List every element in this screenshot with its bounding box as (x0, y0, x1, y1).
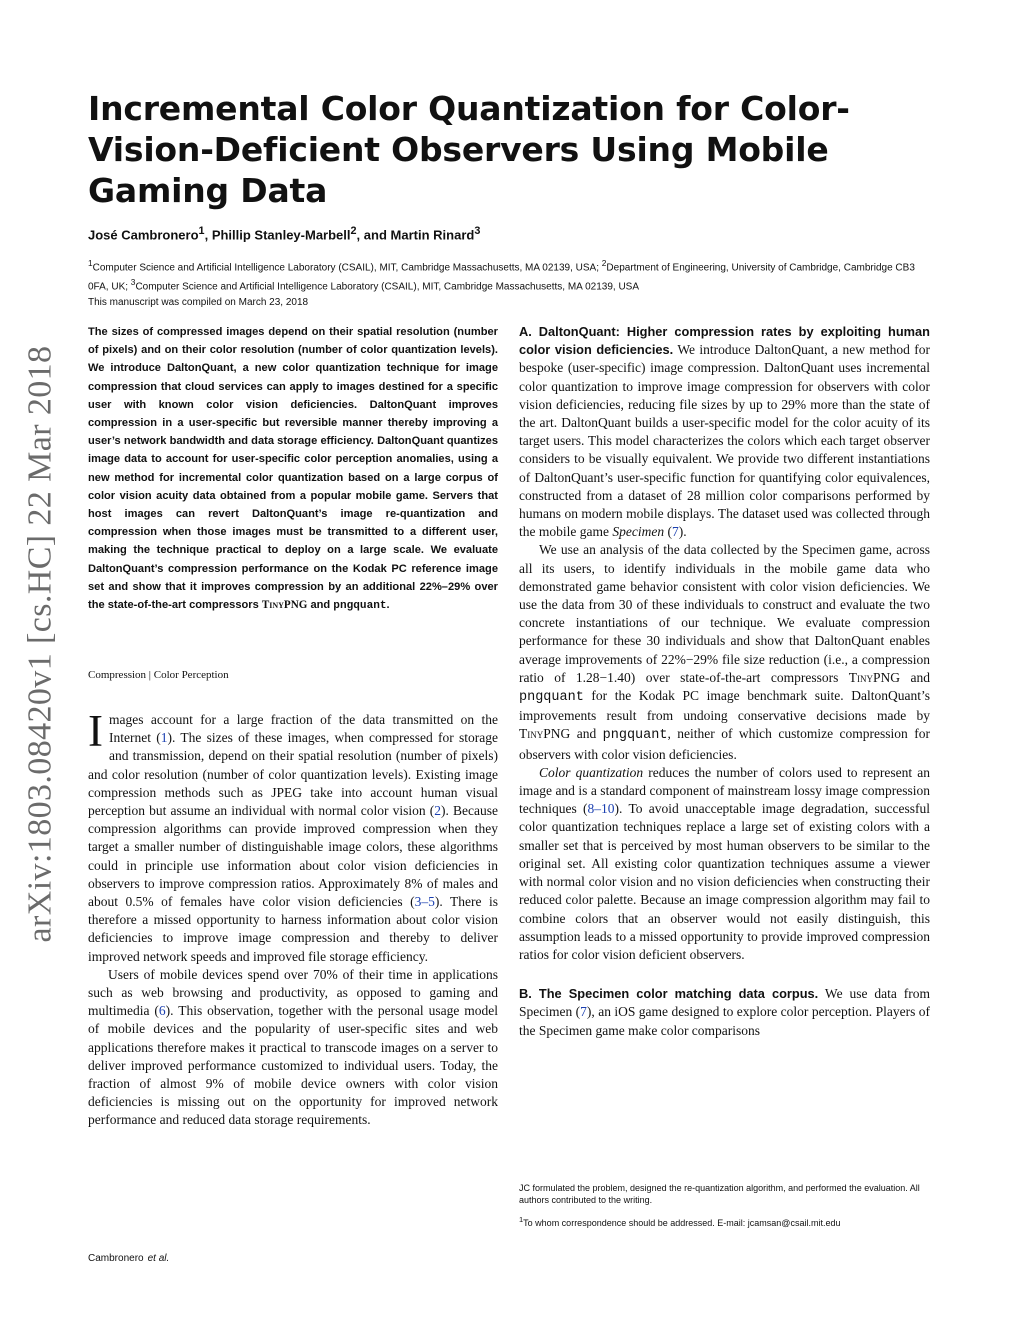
paragraph-text: We use data from Specimen ( (519, 986, 930, 1020)
pngquant-name: pngquant (333, 600, 387, 613)
section-a-paragraph-2 (519, 541, 930, 763)
author-list: José Cambronero$^1$, Phillip Stanley-Marbell$^2$, and Martin Rinard$^3$ (88, 225, 481, 243)
author-conjunction: and (363, 227, 387, 243)
paragraph-text: ). There is therefore a missed opportunity to harness information about color vision deficiencies to improve image compression and thereby to deliver improved network speeds and improved file storage efficiency. (88, 894, 498, 964)
citation-link[interactable]: 2 (434, 803, 441, 819)
author-name: Martin Rinard (390, 227, 475, 243)
abstract-conjunction: and (310, 599, 331, 612)
intro-paragraph-1 (88, 706, 498, 966)
paragraph-text: ). This observation, together with the personal usage model of mobile devices and the popularity of user-specific sites and web applications therefore makes it practical to transcode images on a server to deliver improved performance customized to individual users. Today, the fraction of almost 9% of mobile device owners with color vision deficiencies is missing out on the opportunity for improved network performance and reduced data storage requirements. (88, 1003, 499, 1128)
paragraph-text: ). To avoid unacceptable image degradation, successful color quantization techniques replace a large set of existing colors with a smaller set that is perceived by most human observers to be similar to the original set. All existing color quantization techniques assume a viewer with normal color vision and no vision deficiencies when constructing their reduced color palette. Because an image compression algorithm may fail to combine colors that an observer would not easily distinguish, this assumption leads to a missed opportunity to provide improved compression ratios for color vision deficient observers. (519, 801, 930, 962)
section-b-heading: B. The Specimen color matching data corpus. (519, 986, 819, 1002)
paragraph-text: ( (664, 524, 672, 540)
paragraph-text: ), an iOS game designed to explore color perception. Players of the Specimen game make color comparisons (519, 1004, 930, 1038)
author-affiliation-mark: 3 (474, 225, 481, 237)
paragraph-text: mages account for a large fraction of the data transmitted on the Internet ( (109, 712, 498, 746)
abstract (88, 323, 498, 615)
paragraph-text: and (576, 726, 597, 742)
paragraph-text: ). (678, 524, 687, 540)
footnotes (519, 1182, 934, 1237)
compiled-date: This manuscript was compiled on March 23, 2018 (88, 297, 309, 308)
paragraph-text: reduces the number of colors used to represent an image and is a standard component of mainstream lossy image compression techniques ( (519, 764, 931, 817)
section-a-paragraph-3 (519, 764, 930, 964)
citation-link[interactable]: 8–10 (587, 801, 615, 817)
abstract-text: The sizes of compressed images depend on their spatial resolution (number of pixels) and on their color resolution (number of color quantization levels). We introduce DaltonQuant, a new color quantization technique for image compression that cloud services can apply to images destined for a specific user with known color vision deficiencies. DaltonQuant improves compression in a user-specific but reversible manner thereby improving a user’s network bandwidth and data storage efficiency. DaltonQuant quantizes image data to account for user-specific color perception anomalies, using a new method for incremental color quantization based on a large corpus of color vision acuity data obtained from a popular mobile game. Servers that host images can revert DaltonQuant’s image re-quantization and compression when those images must be transmitted to a different user, making the technique practical to deploy on a large scale. We evaluate DaltonQuant’s compression performance on the Kodak PC reference image set and show that it improves compression by an additional 22%–29% over the state-of-the-art compressors (88, 326, 498, 612)
author-name: Phillip Stanley-Marbell (211, 227, 351, 243)
citation-link[interactable]: 6 (158, 1003, 166, 1019)
paragraph-text: We introduce DaltonQuant, a new method for bespoke (user-specific) image compression. DaltonQuant uses incremental color quantization to improve image compression for observers with color vision deficiencies, reducing file sizes by up to 29% more than the state of the art. DaltonQuant builds a user-specific model for the color acuity of its target users. This model characterizes the colors which each target observer considers to be visually equivalent. We provide two different instantiations of DaltonQuant’s user-specific function for quantifying color equivalences, constructed from a dataset of 28 million color comparisons performed by humans on modern mobile displays. The dataset used was collected through the mobile game (519, 342, 930, 540)
paragraph-text: and (910, 669, 931, 685)
author-affiliation-mark: 2 (350, 225, 357, 237)
drop-cap: I (88, 706, 103, 756)
affiliation-mark: 2 (601, 258, 607, 268)
paragraph-text: ). The sizes of these images, when compressed for storage and transmission, depend on their spatial resolution (number of pixels) and color resolution (number of color quantization levels). Existing image compression methods such as JPEG take into account human visual perception but assume an individual with normal color vision ( (88, 730, 498, 819)
footer-etal: et al. (147, 1253, 170, 1264)
paragraph-text: Users of mobile devices spend over 70% of their time in applications such as web browsing and productivity, as opposed to gaming and multimedia ( (88, 966, 498, 1019)
right-column (519, 323, 930, 1040)
author-name: José Cambronero (88, 227, 199, 243)
keywords: Compression | Color Perception (88, 669, 229, 681)
paper-title: Incremental Color Quantization for Color-Vision-Deficient Observers Using Mobile Gaming Data (88, 89, 850, 210)
correspondence-note (519, 1214, 934, 1229)
section-a-heading: A. DaltonQuant: Higher compression rates by exploiting human color vision deficiencies. (519, 324, 930, 358)
citation-link[interactable]: 7 (671, 524, 679, 540)
paragraph-text: We use an analysis of the data collected by the Specimen game, across all its users, to identify individuals in the mobile game data who demonstrated game behavior consistent with color vision deficiencies. We use the data from 30 of these individuals to construct and evaluate the two concrete instantiations of our technique. We evaluate compression performance for these 30 individuals and show that DaltonQuant enables average improvements of 22%−29% file size reduction (i.e., a compression ratio of 1.28−1.40) over state-of-the-art compressors (519, 542, 930, 685)
affiliation-mark: 3 (130, 277, 136, 288)
section-b-paragraph-1 (519, 985, 930, 1040)
pngquant-name: pngquant (602, 728, 668, 744)
abstract-end: . (386, 599, 390, 612)
affiliation-text: Department of Engineering, University of Cambridge, Cambridge CB3 0FA, UK; (88, 262, 915, 293)
citation-link[interactable]: 3–5 (414, 894, 435, 910)
affiliation-text: Computer Science and Artificial Intelligence Laboratory (CSAIL), MIT, Cambridge Massachusetts, MA 02139, USA; (92, 262, 599, 274)
pngquant-name: pngquant (519, 690, 584, 706)
tinypng-name: TinyPNG (519, 726, 571, 742)
affiliation-text: Computer Science and Artificial Intelligence Laboratory (CSAIL), MIT, Cambridge Massachusetts, MA 02139, USA (135, 281, 640, 293)
specimen-game-name: Specimen (612, 524, 665, 540)
paragraph-text: for the Kodak PC image benchmark suite. DaltonQuant’s improvements result from undoing conservative decisions made by (519, 688, 930, 724)
affiliations (88, 256, 938, 295)
citation-link[interactable]: 7 (580, 1004, 587, 1020)
paragraph-text: ). Because compression algorithms can provide improved compression when they target a smaller number of distinguishable image colors, these algorithms could in principle use information about color vision deficiencies in observers to improve compression ratios. Approximately 8% of males and about 0.5% of females have color vision deficiencies ( (88, 803, 498, 910)
author-affiliation-mark: 1 (198, 225, 205, 237)
intro-paragraph-2 (88, 966, 498, 1130)
color-quantization-term: Color quantization (539, 764, 644, 780)
footnote-mark: 1 (519, 1215, 524, 1224)
tinypng-name: TinyPNG (261, 599, 308, 612)
correspondence-text: To whom correspondence should be addressed. E-mail: jcamsan@csail.mit.edu (523, 1218, 841, 1228)
arxiv-identifier-stamp (10, 346, 70, 942)
affiliation-mark: 1 (88, 258, 93, 268)
contribution-note: JC formulated the problem, designed the re-quantization algorithm, and performed the evaluation. All authors contributed to the writing. (519, 1183, 920, 1205)
introduction-column (88, 706, 499, 1130)
page-footer (88, 1253, 169, 1264)
arxiv-identifier: arXiv:1803.08420v1 [cs.HC] 22 Mar 2018 (21, 345, 58, 943)
tinypng-name: TinyPNG (848, 669, 901, 685)
paragraph-text: , neither of which customize compression for observers with color vision deficiencies. (519, 726, 930, 762)
section-a-paragraph-1 (519, 323, 930, 541)
citation-link[interactable]: 1 (160, 730, 168, 746)
footer-author: Cambronero (88, 1253, 144, 1264)
